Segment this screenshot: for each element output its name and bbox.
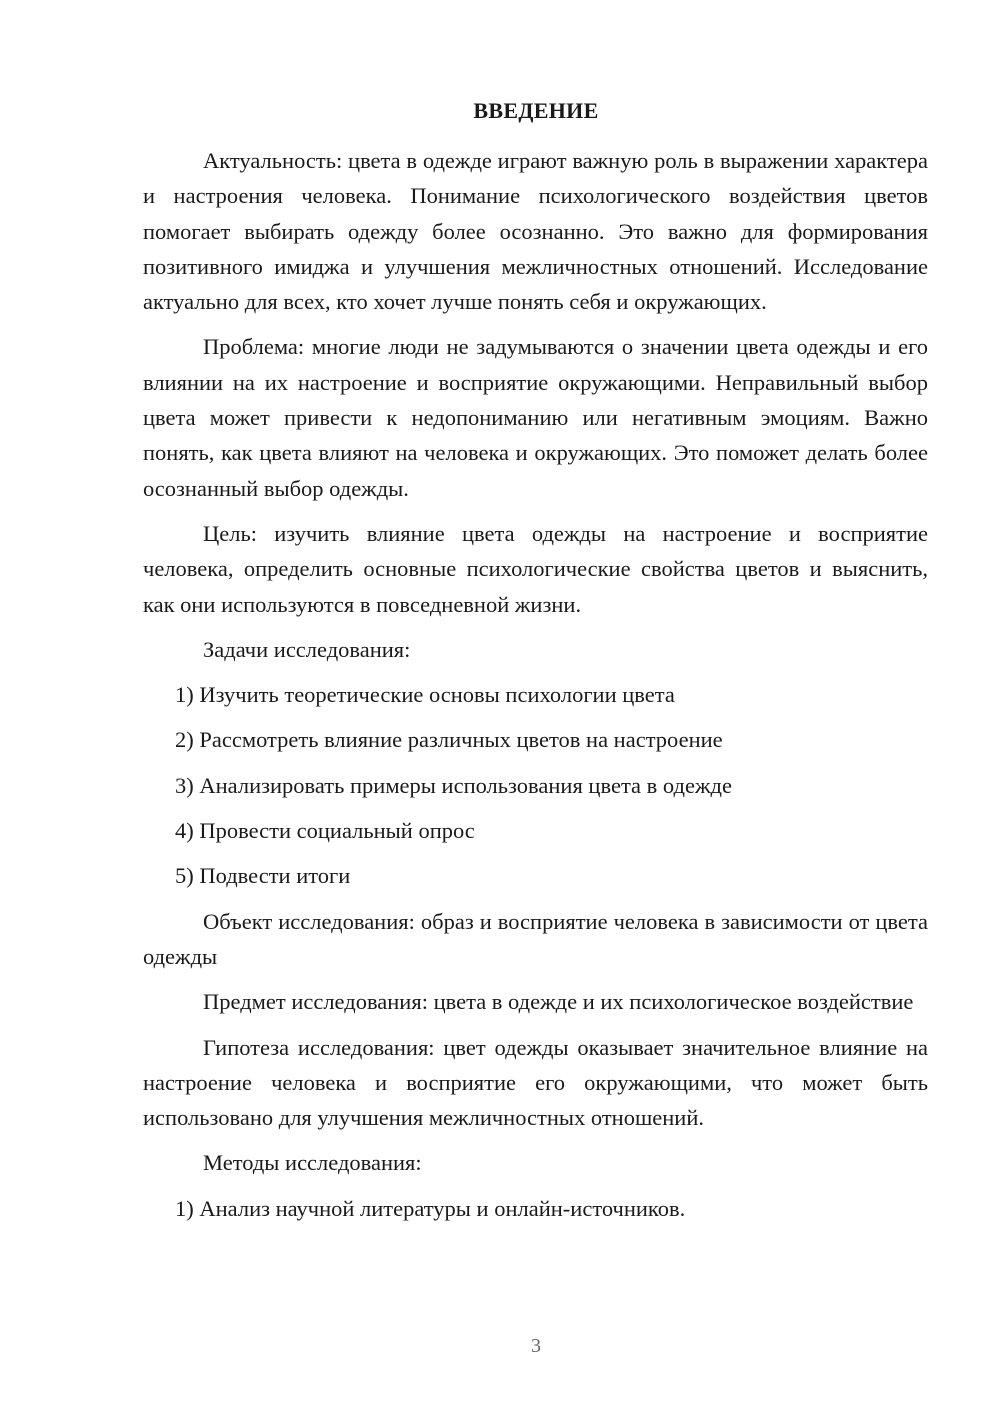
problem-paragraph: Проблема: многие люди не задумываются о значении цвета одежды и его влиянии на их настроение и восприятие окружающими. Неправильный выбор цвета может привести к недопониманию или негативным эмоциям. Важно понять, как цвета влияют на человека и окружающих. Это поможет делать более осознанный выбор одежды. bbox=[143, 334, 928, 501]
task-item: 2) Рассмотреть влияние различных цветов на настроение bbox=[175, 727, 723, 753]
section-title: ВВЕДЕНИЕ bbox=[473, 98, 599, 123]
task-item: 4) Провести социальный опрос bbox=[175, 818, 475, 844]
object-paragraph: Объект исследования: образ и восприятие человека в зависимости от цвета одежды bbox=[143, 908, 928, 969]
tasks-heading: Задачи исследования: bbox=[203, 636, 411, 662]
task-item: 5) Подвести итоги bbox=[175, 863, 351, 889]
task-item: 3) Анализировать примеры использования цвета в одежде bbox=[175, 772, 732, 798]
methods-heading: Методы исследования: bbox=[203, 1150, 422, 1176]
method-item: 1) Анализ научной литературы и онлайн-источников. bbox=[175, 1195, 686, 1221]
goal-paragraph: Цель: изучить влияние цвета одежды на настроение и восприятие человека, определить основные психологические свойства цветов и выяснить, как они используются в повседневной жизни. bbox=[143, 520, 928, 617]
task-item: 1) Изучить теоретические основы психологии цвета bbox=[175, 682, 675, 708]
hypothesis-paragraph: Гипотеза исследования: цвет одежды оказывает значительное влияние на настроение человека и восприятие его окружающими, что может быть использовано для улучшения межличностных отношений. bbox=[143, 1034, 928, 1131]
relevance-paragraph: Актуальность: цвета в одежде играют важную роль в выражении характера и настроения человека. Понимание психологического воздействия цветов помогает выбирать одежду более осознанно. Это важно для формирования позитивного имиджа и улучшения межличностных отношений. Исследование актуально для всех, кто хочет лучше понять себя и окружающих. bbox=[143, 148, 928, 315]
subject-paragraph: Предмет исследования: цвета в одежде и их психологическое воздействие bbox=[203, 989, 914, 1015]
body-text bbox=[143, 143, 928, 1226]
page-number: 3 bbox=[531, 1335, 541, 1357]
